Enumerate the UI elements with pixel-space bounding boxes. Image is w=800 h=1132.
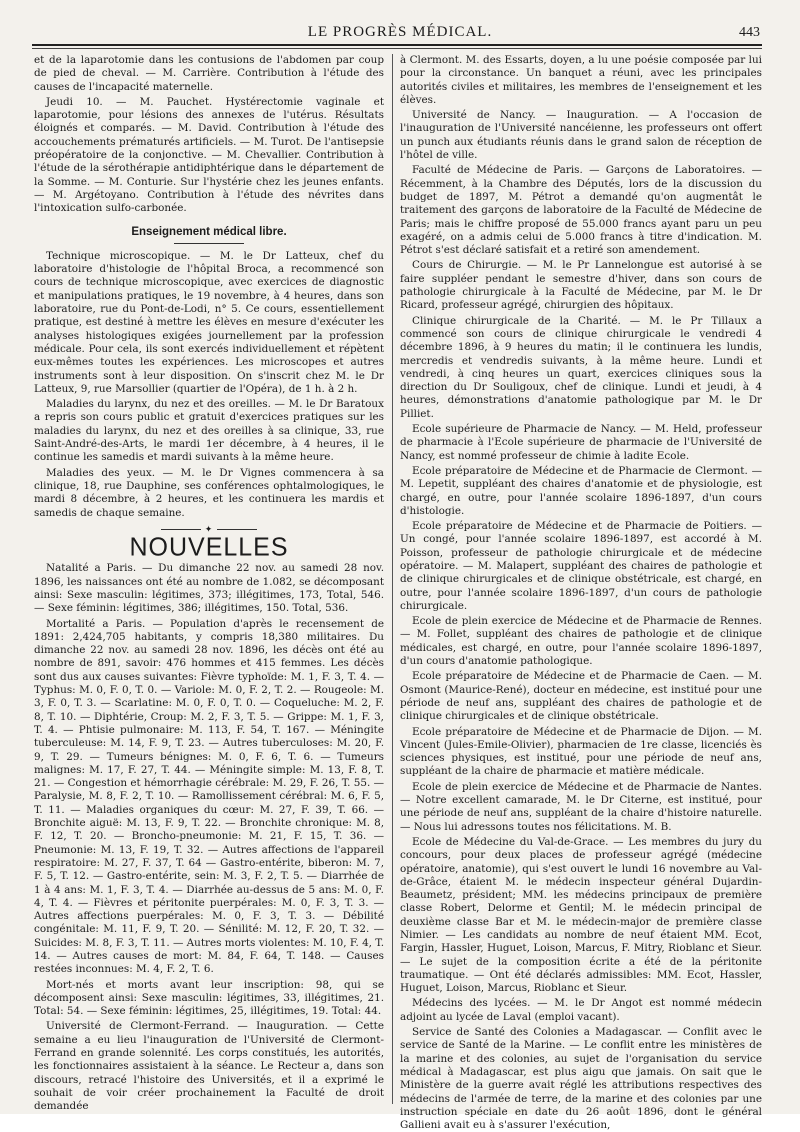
ornament-divider: ✦	[34, 524, 384, 537]
paragraph: Ecole supérieure de Pharmacie de Nancy. — M. Held, professeur de pharmacie à l'Ecole supérieure de pharmacie de l'Université de Nancy, est nommé professeur de chimie à ladite Ecole.	[400, 423, 762, 462]
header-rule-thin	[32, 48, 762, 49]
paragraph: Technique microscopique. — M. le Dr Latteux, chef du laboratoire d'histologie de l'hôpital Broca, a recommencé son cours de technique microscopique, avec exercices de diagnostic et manipulations pratiques, le 19 novembre, à 4 heures, dans son laboratoire, rue du Pont-de-Lodi, n° 5. Ce cours, essentiellement pratique, est destiné à mettre les élèves en mesure d'exécuter les analyses histologiques exigées journellement par la profession médicale. Pour cela, ils sont exercés individuellement et répètent eux-mêmes toutes les expériences. Les microscopes et autres instruments sont à leur disposition. On s'inscrit chez M. le Dr Latteux, 9, rue Marsollier (quartier de l'Opéra), de 1 h. à 2 h.	[34, 249, 384, 395]
paragraph: Ecole préparatoire de Médecine et de Pharmacie de Caen. — M. Osmont (Maurice-René), docteur en médecine, est institué pour une période de neuf ans, suppléant des chaires de pathologie et de clinique chirurgicales et de clinique obstétricale.	[400, 670, 762, 723]
header-rule	[32, 44, 762, 46]
section-rule	[174, 243, 244, 244]
paragraph: Mort-nés et morts avant leur inscription: 98, qui se décomposent ainsi: Sexe masculin: légitimes, 33, illégitimes, 21. Total: 54. — Sexe féminin: légitimes, 25, illégitimes, 19. Total: 44.	[34, 978, 384, 1018]
paragraph: Maladies du larynx, du nez et des oreilles. — M. le Dr Baratoux a repris son cours public et gratuit d'exercices pratiques sur les maladies du larynx, du nez et des oreilles à sa clinique, 33, rue Saint-André-des-Arts, le mardi 1er décembre, à 4 heures, il le continue les samedis et mardi suivants à la même heure.	[34, 398, 384, 464]
paragraph: Ecole préparatoire de Médecine et de Pharmacie de Clermont. — M. Lepetit, suppléant des chaires d'anatomie et de physiologie, est chargé, en outre, pour l'année scolaire 1896-1897, d'un cours d'histologie.	[400, 464, 762, 517]
left-column	[34, 54, 384, 1113]
section-heading: NOUVELLES	[129, 532, 289, 562]
paragraph: Mortalité a Paris. — Population d'après le recensement de 1891: 2,424,705 habitants, y compris 18,380 militaires. Du dimanche 22 nov. au samedi 28 nov. 1896, les décès ont été au nombre de 891, savoir: 476 hommes et 415 femmes. Les décès sont dus aux causes suivantes: Fièvre typhoïde: M. 1, F. 3, T. 4. — Typhus: M. 0, F. 0, T. 0. — Variole: M. 0, F. 2, T. 2. — Rougeole: M. 3, F. 0, T. 3. — Scarlatine: M. 0, F. 0, T. 0. — Coqueluche: M. 2, F. 8, T. 10. — Diphtérie, Croup: M. 2, F. 3, T. 5. — Grippe: M. 1, F. 3, T. 4. — Phtisie pulmonaire: M. 113, F. 54, T. 167. — Méningite tuberculeuse: M. 14, F. 9, T. 23. — Autres tuberculoses: M. 20, F. 9, T. 29. — Tumeurs bénignes: M. 0, F. 6, T. 6. — Tumeurs malignes: M. 17, F. 27, T. 44. — Méningite simple: M. 13, F. 8, T. 21. — Congestion et hémorrhagie cérébrale: M. 29, F. 26, T. 55. — Paralysie, M. 8, F. 2, T. 10. — Ramollissement cérébral: M. 6, F. 5, T. 11. — Maladies organiques du cœur: M. 27, F. 39, T. 66. — Bronchite aiguë: M. 13, F. 9, T. 22. — Bronchite chronique: M. 8, F. 12, T. 20. — Broncho-pneumonie: M. 21, F. 15, T. 36. — Pneumonie: M. 13, F. 19, T. 32. — Autres affections de l'appareil respiratoire: M. 27, F. 37, T. 64 — Gastro-entérite, biberon: M. 7, F. 5, T. 12. — Gastro-entérite, sein: M. 3, F. 2, T. 5. — Diarrhée de 1 à 4 ans: M. 1, F. 3, T. 4. — Diarrhée au-dessus de 5 ans: M. 0, F. 4, T. 4. — Fièvres et péritonite puerpérales: M. 0, F. 3, T. 3. — Autres affections puerpérales: M. 0, F. 3, T. 3. — Débilité congénitale: M. 11, F. 9, T. 20. — Sénilité: M. 12, F. 20, T. 32. — Suicides: M. 8, F. 3, T. 11. — Autres morts violentes: M. 10, F. 4, T. 14. — Autres causes de mort: M. 84, F. 64, T. 148. — Causes restées inconnues: M. 4, F. 2, T. 6.	[34, 617, 384, 976]
right-column	[400, 54, 762, 1132]
paragraph: Ecole de plein exercice de Médecine et de Pharmacie de Nantes. — Notre excellent camarade, M. le Dr Citerne, est institué, pour une période de neuf ans, suppléant de la chaire d'histoire naturelle. — Nous lui adressons toutes nos félicitations. M. B.	[400, 780, 762, 833]
running-header-title: LE PROGRÈS MÉDICAL.	[307, 24, 493, 40]
paragraph: Maladies des yeux. — M. le Dr Vignes commencera à sa clinique, 18, rue Dauphine, ses conférences ophtalmologiques, le mardi 8 décembre, à 2 heures, et les continuera les mardis et samedis de chaque semaine.	[34, 466, 384, 519]
section-heading: Enseignement médical libre.	[131, 225, 287, 238]
paragraph: Cours de Chirurgie. — M. le Pr Lannelongue est autorisé à se faire suppléer pendant le semestre d'hiver, dans son cours de pathologie chirurgicale à la Faculté de Médecine, par M. le Dr Ricard, professeur agrégé, chirurgien des hôpitaux.	[400, 259, 762, 312]
paragraph: Université de Clermont-Ferrand. — Inauguration. — Cette semaine a eu lieu l'inauguration de l'Université de Clermont-Ferrand en grande solennité. Les corps constitués, les autorités, les fonctionnaires assistaient à la séance. Le Recteur a, dans son discours, retracé l'histoire des Universités, et il a exprimé le souhait de voir créer prochainement la Faculté de droit demandée	[34, 1020, 384, 1113]
paragraph: Clinique chirurgicale de la Charité. — M. le Pr Tillaux a commencé son cours de clinique chirurgicale le vendredi 4 décembre 1896, à 9 heures du matin; il le continuera les lundis, mercredis et vendredis suivants, à la même heure. Lundi et vendredi, à cinq heures un quart, exercices cliniques sous la direction du Dr Souligoux, chef de clinique. Lundi et jeudi, à 4 heures, démonstrations d'anatomie pathologique par M. le Dr Pilliet.	[400, 314, 762, 420]
paragraph: Faculté de Médecine de Paris. — Garçons de Laboratoires. — Récemment, à la Chambre des Députés, lors de la discussion du budget de 1897, M. Pétrot a demandé qu'on augmentât le traitement des garçons de laboratoire de la Faculté de Médecine de Paris; mais le chiffre proposé de 55.000 francs ayant paru un peu exagéré, on a admis celui de 5.000 francs à titre d'indication. M. Pétrot s'est déclaré satisfait et a retiré son amendement.	[400, 164, 762, 257]
paragraph: et de la laparotomie dans les contusions de l'abdomen par coup de pied de cheval. — M. Carrière. Contribution à l'étude des causes de l'incapacité maternelle.	[34, 54, 384, 93]
paragraph: Ecole préparatoire de Médecine et de Pharmacie de Poitiers. — Un congé, pour l'année scolaire 1896-1897, est accordé à M. Poisson, professeur de pathologie chirurgicale et de médecine opératoire. — M. Malapert, suppléant des chaires de pathologie et de clinique chirurgicales et de clinique obstétricale, est chargé, en outre, pour l'année scolaire 1896-1897, d'un cours de pathologie chirurgicale.	[400, 520, 762, 612]
page-number: 443	[739, 25, 760, 40]
column-divider	[392, 54, 393, 1104]
paragraph: Université de Nancy. — Inauguration. — A l'occasion de l'inauguration de l'Université nancéienne, les professeurs ont offert un punch aux étudiants réunis dans le grand salon de réception de l'hôtel de ville.	[400, 109, 762, 162]
paragraph: Service de Santé des Colonies a Madagascar. — Conflit avec le service de Santé de la Marine. — Le conflit entre les ministères de la marine et des colonies, au sujet de l'organisation du service médical à Madagascar, est plus aigu que jamais. On sait que le Ministère de la guerre avait réglé les attributions respectives des médecins de l'armée de terre, de la marine et des colonies par une instruction spéciale en date du 26 août 1896, dont le général Gallieni avait eu à s'assurer l'exécution,	[400, 1026, 762, 1132]
paragraph: Ecole de Médecine du Val-de-Grace. — Les membres du jury du concours, pour deux places de professeur agrégé (médecine opératoire, anatomie), qui s'est ouvert le lundi 16 novembre au Val-de-Grâce, étaient M. le médecin inspecteur général Dujardin-Beaumetz, président; MM. les médecins principaux de première classe Robert, Delorme et Gentil; M. le médecin principal de deuxième classe Bar et M. le médecin-major de première classe Nimier. — Les candidats au nombre de neuf étaient MM. Ecot, Fargin, Hassler, Huguet, Loison, Marcus, F. Mitry, Rioblanc et Sieur. — Le sujet de la composition écrite a été de la péritonite traumatique. — Ont été déclarés admissibles: MM. Ecot, Hassler, Huguet, Loison, Marcus, Rioblanc et Sieur.	[400, 835, 762, 995]
paragraph: Ecole de plein exercice de Médecine et de Pharmacie de Rennes. — M. Follet, suppléant des chaires de pathologie et de clinique médicales, est chargé, en outre, pour l'année scolaire 1896-1897, d'un cours d'anatomie pathologique.	[400, 615, 762, 668]
paragraph: Ecole préparatoire de Médecine et de Pharmacie de Dijon. — M. Vincent (Jules-Emile-Olivier), pharmacien de 1re classe, licenciés ès sciences physiques, est institué, pour une période de neuf ans, suppléant de la chaire de pharmacie et matière médicale.	[400, 725, 762, 778]
paragraph: Jeudi 10. — M. Pauchet. Hystérectomie vaginale et laparotomie, pour lésions des annexes de l'utérus. Résultats éloignés et comparés. — M. David. Contribution à l'étude des accouchements prématurés artificiels. — M. Turot. De l'antisepsie préopératoire de la conjonctive. — M. Chevallier. Contribution à l'étude de la sérothérapie antidiphtérique dans le département de la Somme. — M. Conturie. Sur l'hystérie chez les jeunes enfants. — M. Argétoyano. Contribution à l'étude des névrites dans l'intoxication sulfo-carbonée.	[34, 95, 384, 215]
paragraph: à Clermont. M. des Essarts, doyen, a lu une poésie composée par lui pour la circonstance. Un banquet a réuni, avec les principales autorités civiles et militaires, les membres de l'enseignement et les élèves.	[400, 54, 762, 106]
paragraph: Médecins des lycées. — M. le Dr Angot est nommé médecin adjoint au lycée de Laval (emploi vacant).	[400, 997, 762, 1023]
paragraph: Natalité a Paris. — Du dimanche 22 nov. au samedi 28 nov. 1896, les naissances ont été au nombre de 1.082, se décomposant ainsi: Sexe masculin: légitimes, 373; illégitimes, 173, Total, 546. — Sexe féminin: légitimes, 386; illégitimes, 150. Total, 536.	[34, 562, 384, 615]
